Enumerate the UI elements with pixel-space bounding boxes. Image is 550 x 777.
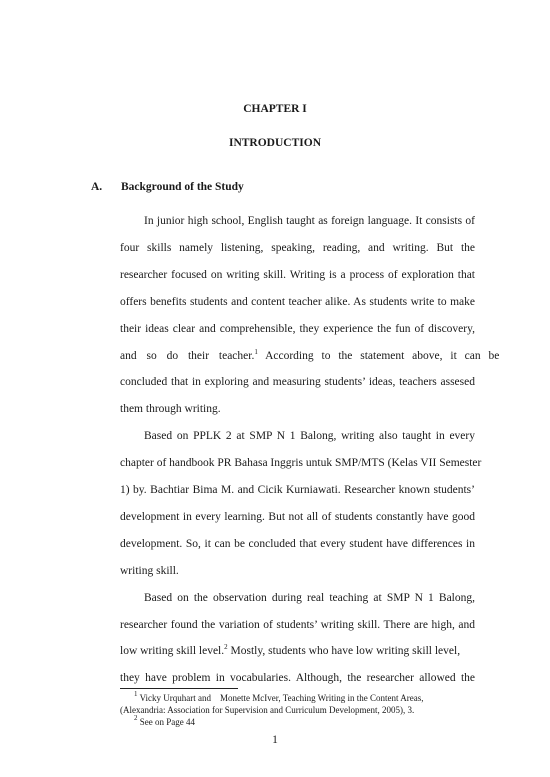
paragraph-line: concluded that in exploring and measuring students’ ideas, teachers assesed bbox=[120, 376, 475, 389]
paragraph-line: their ideas clear and comprehensible, they experience the fun of discovery, bbox=[120, 322, 475, 335]
paragraph-line: them through writing. bbox=[120, 403, 221, 416]
paragraph-segment: and so do their teacher. bbox=[120, 349, 255, 362]
paragraph-line: Based on PPLK 2 at SMP N 1 Balong, writing also taught in every bbox=[144, 430, 475, 443]
paragraph-line: four skills namely listening, speaking, reading, and writing. But the bbox=[120, 241, 475, 254]
paragraph-line bbox=[120, 644, 475, 658]
footnote-mark: 1 bbox=[134, 690, 138, 698]
paragraph-segment: According to the statement above, it can be bbox=[257, 349, 500, 362]
section-letter: A. bbox=[91, 181, 103, 193]
footnote-1-continued: (Alexandria: Association for Supervision and Curriculum Development, 2005), 3. bbox=[120, 705, 415, 715]
section-heading bbox=[91, 181, 244, 193]
paragraph-line: In junior high school, English taught as foreign language. It consists of bbox=[144, 215, 475, 227]
footnote-ref: 2 bbox=[224, 643, 228, 652]
footnote-text: Vicky Urquhart and Monette McIver, Teaching Writing in the Content Areas, bbox=[139, 693, 424, 703]
paragraph-line: development. So, it can be concluded that every student have differences in bbox=[120, 537, 475, 550]
paragraph-segment: low writing skill level. bbox=[120, 645, 225, 658]
chapter-title: INTRODUCTION bbox=[228, 137, 321, 149]
paragraph-segment: Mostly, students who have low writing skill level, bbox=[227, 645, 461, 658]
chapter-label: CHAPTER I bbox=[243, 103, 307, 115]
paragraph-line: 1) by. Bachtiar Bima M. and Cicik Kurniawati. Researcher known students’ bbox=[120, 484, 475, 496]
paragraph-line: chapter of handbook PR Bahasa Inggris untuk SMP/MTS (Kelas VII Semester bbox=[120, 457, 482, 470]
footnote-mark: 2 bbox=[134, 714, 138, 722]
paragraph-line bbox=[120, 347, 500, 363]
footnote-ref: 1 bbox=[254, 347, 258, 356]
footnote-1 bbox=[134, 690, 424, 704]
footnote-divider bbox=[120, 688, 238, 689]
paragraph-line: offers benefits students and content teacher alike. As students write to make bbox=[120, 295, 475, 308]
section-title: Background of the Study bbox=[121, 181, 244, 193]
paragraph-line: they have problem in vocabularies. Although, the researcher allowed the bbox=[120, 672, 475, 685]
paragraph-line: Based on the observation during real teaching at SMP N 1 Balong, bbox=[144, 591, 475, 604]
paragraph-line: development in every learning. But not all of students constantly have good bbox=[120, 510, 475, 523]
paragraph-line: researcher found the variation of students’ writing skill. There are high, and bbox=[120, 618, 475, 631]
footnote-2 bbox=[134, 714, 195, 728]
paragraph-line: researcher focused on writing skill. Writing is a process of exploration that bbox=[120, 268, 475, 281]
paragraph-line: writing skill. bbox=[120, 564, 179, 577]
page-number: 1 bbox=[272, 734, 278, 746]
footnote-text: See on Page 44 bbox=[139, 717, 195, 727]
